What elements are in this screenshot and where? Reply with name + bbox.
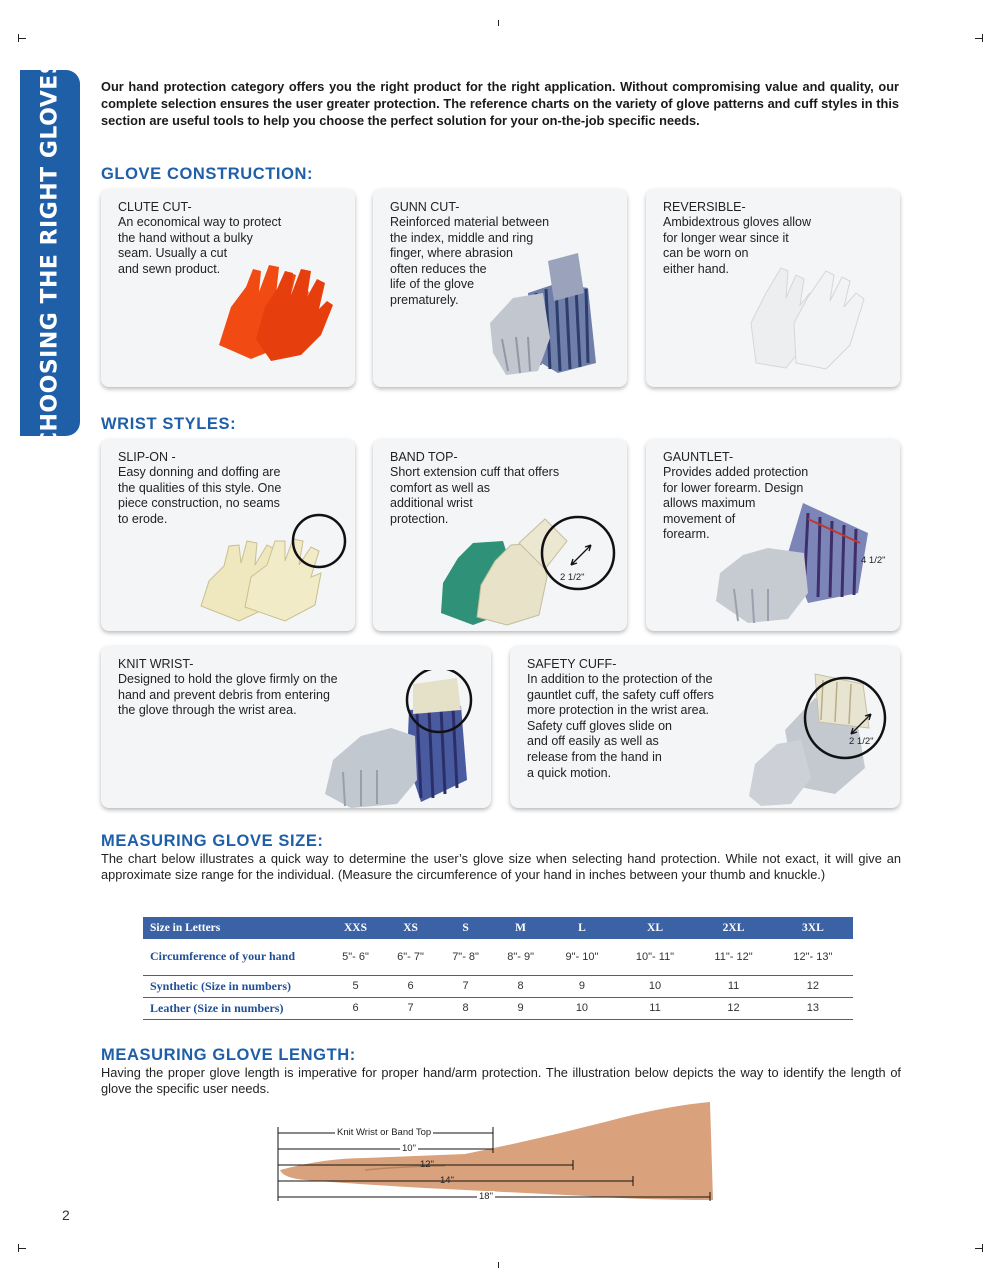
arm-measurement-illustration <box>205 1100 715 1205</box>
table-cell: 9 <box>493 997 548 1019</box>
glove-size-table <box>143 917 853 1020</box>
desc-line: and off easily as well as <box>527 734 659 749</box>
card-label: BAND TOP- <box>390 450 458 464</box>
table-cell: 11 <box>694 975 773 997</box>
card-description <box>390 465 559 527</box>
crop-mark <box>18 1248 26 1249</box>
measuring-length-heading: MEASURING GLOVE LENGTH: <box>101 1046 356 1064</box>
desc-line: forearm. <box>663 527 710 542</box>
glove-construction-heading: GLOVE CONSTRUCTION: <box>101 165 314 183</box>
desc-line: for lower forearm. Design <box>663 480 804 495</box>
dimension-label: 2 1/2" <box>560 572 585 583</box>
dimension-label: 12" <box>420 1159 434 1170</box>
desc-line: Reinforced material between <box>390 215 550 229</box>
desc-line: more protection in the wrist area. <box>527 703 710 718</box>
card-label: GUNN CUT- <box>390 200 460 214</box>
table-cell: 5"- 6" <box>328 939 383 975</box>
measuring-size-text: The chart below illustrates a quick way to determine the user’s glove size when selecting hand protection. While not exact, it will give an approximate size range for the individual. (Measure the circumference of your hand in inches between your thumb and knuckle.) <box>101 851 901 882</box>
table-row <box>143 997 853 1019</box>
row-label: Synthetic (Size in numbers) <box>143 975 328 997</box>
table-cell: 11"- 12" <box>694 939 773 975</box>
table-header-row <box>143 917 853 939</box>
card-knit-wrist <box>101 646 491 808</box>
table-cell: 8"- 9" <box>493 939 548 975</box>
desc-line: Short extension cuff that offers <box>390 465 560 479</box>
desc-line: either hand. <box>663 261 730 276</box>
desc-line: the hand without a bulky <box>118 230 253 245</box>
table-header-cell: M <box>493 917 548 939</box>
green-band-top-glove-image <box>433 513 623 627</box>
table-header-cell: XXS <box>328 917 383 939</box>
row-label: Leather (Size in numbers) <box>143 997 328 1019</box>
table-cell: 12 <box>694 997 773 1019</box>
row-label: Circumference of your hand <box>143 939 328 975</box>
dimension-label: 18" <box>479 1191 493 1202</box>
desc-line: gauntlet cuff, the safety cuff offers <box>527 687 714 702</box>
card-label: REVERSIBLE- <box>663 200 746 214</box>
desc-line: Provides added protection <box>663 465 809 479</box>
table-row <box>143 939 853 975</box>
wrist-styles-heading: WRIST STYLES: <box>101 415 237 433</box>
desc-line: release from the hand in <box>527 749 662 764</box>
card-reversible <box>646 189 900 387</box>
card-slip-on <box>101 439 355 631</box>
table-cell: 6 <box>328 997 383 1019</box>
safety-cuff-glove-image <box>745 668 900 808</box>
table-header-cell: L <box>548 917 616 939</box>
table-cell: 8 <box>438 997 493 1019</box>
desc-line: allows maximum <box>663 496 756 511</box>
desc-line: prematurely. <box>390 292 459 307</box>
crop-mark <box>982 34 983 42</box>
card-safety-cuff <box>510 646 900 808</box>
page-number: 2 <box>62 1207 70 1223</box>
crop-mark <box>982 1244 983 1252</box>
side-tab <box>20 57 80 449</box>
table-cell: 5 <box>328 975 383 997</box>
intro-paragraph: Our hand protection category offers you the right product for the right application. Without compromising value and quality, our complete selection ensures the user greater protection. The reference charts on the variety of glove patterns and cuff styles in this section are useful tools to help you choose the perfect solution for your on-the-job specific needs. <box>101 79 899 128</box>
table-cell: 7 <box>438 975 493 997</box>
table-cell: 10 <box>548 997 616 1019</box>
table-cell: 10 <box>616 975 695 997</box>
card-description <box>663 465 808 543</box>
crop-mark <box>498 1262 499 1268</box>
desc-line: In addition to the protection of the <box>527 672 713 686</box>
desc-line: life of the glove <box>390 277 475 292</box>
table-cell: 9"- 10" <box>548 939 616 975</box>
desc-line: can be worn on <box>663 246 749 261</box>
card-gunn-cut <box>373 189 627 387</box>
crop-mark <box>18 38 26 39</box>
card-label: SAFETY CUFF- <box>527 657 617 671</box>
card-label: SLIP-ON - <box>118 450 176 464</box>
card-gauntlet <box>646 439 900 631</box>
desc-line: to erode. <box>118 511 168 526</box>
table-header-cell: XS <box>383 917 438 939</box>
desc-line: piece construction, no seams <box>118 496 280 511</box>
table-header-cell: S <box>438 917 493 939</box>
desc-line: a quick motion. <box>527 765 612 780</box>
measuring-length-text: Having the proper glove length is imperative for proper hand/arm protection. The illustration below depicts the way to identify the length of glove the specific user needs. <box>101 1065 901 1096</box>
dimension-label: 2 1/2" <box>849 736 874 747</box>
desc-line: seam. Usually a cut <box>118 246 228 261</box>
desc-line: An economical way to protect <box>118 215 282 229</box>
desc-line: the qualities of this style. One <box>118 480 282 495</box>
measuring-size-heading: MEASURING GLOVE SIZE: <box>101 832 324 850</box>
table-cell: 9 <box>548 975 616 997</box>
table-cell: 12 <box>773 975 853 997</box>
table-row <box>143 975 853 997</box>
crop-mark <box>498 20 499 26</box>
desc-line: hand and prevent debris from entering <box>118 687 330 702</box>
cream-leather-glove-image <box>189 511 349 627</box>
desc-line: for longer wear since it <box>663 230 789 245</box>
desc-line: Safety cuff gloves slide on <box>527 718 672 733</box>
card-description <box>118 672 338 719</box>
dimension-label: Knit Wrist or Band Top <box>337 1127 432 1138</box>
card-description <box>527 672 714 781</box>
desc-line: additional wrist <box>390 496 473 511</box>
dimension-label: 14" <box>440 1175 454 1186</box>
desc-line: movement of <box>663 511 736 526</box>
dimension-label: 10" <box>402 1143 416 1154</box>
knit-wrist-glove-image <box>321 670 491 808</box>
table-cell: 7 <box>383 997 438 1019</box>
table-cell: 6 <box>383 975 438 997</box>
card-clute-cut <box>101 189 355 387</box>
table-header-cell: XL <box>616 917 695 939</box>
table-header-cell: Size in Letters <box>143 917 328 939</box>
desc-line: the glove through the wrist area. <box>118 703 297 718</box>
crop-mark <box>18 1244 19 1252</box>
table-cell: 10"- 11" <box>616 939 695 975</box>
card-band-top <box>373 439 627 631</box>
table-cell: 11 <box>616 997 695 1019</box>
table-header-cell: 2XL <box>694 917 773 939</box>
table-header-cell: 3XL <box>773 917 853 939</box>
desc-line: often reduces the <box>390 261 487 276</box>
desc-line: finger, where abrasion <box>390 246 513 261</box>
desc-line: and sewn product. <box>118 261 221 276</box>
card-label: CLUTE CUT- <box>118 200 192 214</box>
arm-illustration <box>205 1100 715 1205</box>
desc-line: protection. <box>390 511 449 526</box>
white-knit-glove-image <box>746 263 876 373</box>
desc-line: Ambidextrous gloves allow <box>663 215 811 229</box>
card-label: GAUNTLET- <box>663 450 734 464</box>
desc-line: Easy donning and doffing are <box>118 465 281 479</box>
desc-line: the index, middle and ring <box>390 230 534 245</box>
table-cell: 8 <box>493 975 548 997</box>
side-tab-title: CHOOSING THE RIGHT GLOVES <box>37 57 63 449</box>
card-label: KNIT WRIST- <box>118 657 194 671</box>
dimension-label: 4 1/2" <box>861 555 886 566</box>
table-cell: 7"- 8" <box>438 939 493 975</box>
desc-line: Designed to hold the glove firmly on the <box>118 672 338 686</box>
card-description <box>118 465 281 527</box>
card-description <box>390 215 549 309</box>
card-description <box>118 215 281 277</box>
table-cell: 13 <box>773 997 853 1019</box>
crop-mark <box>18 34 19 42</box>
card-description <box>663 215 811 277</box>
table-cell: 12"- 13" <box>773 939 853 975</box>
desc-line: comfort as well as <box>390 480 491 495</box>
table-cell: 6"- 7" <box>383 939 438 975</box>
